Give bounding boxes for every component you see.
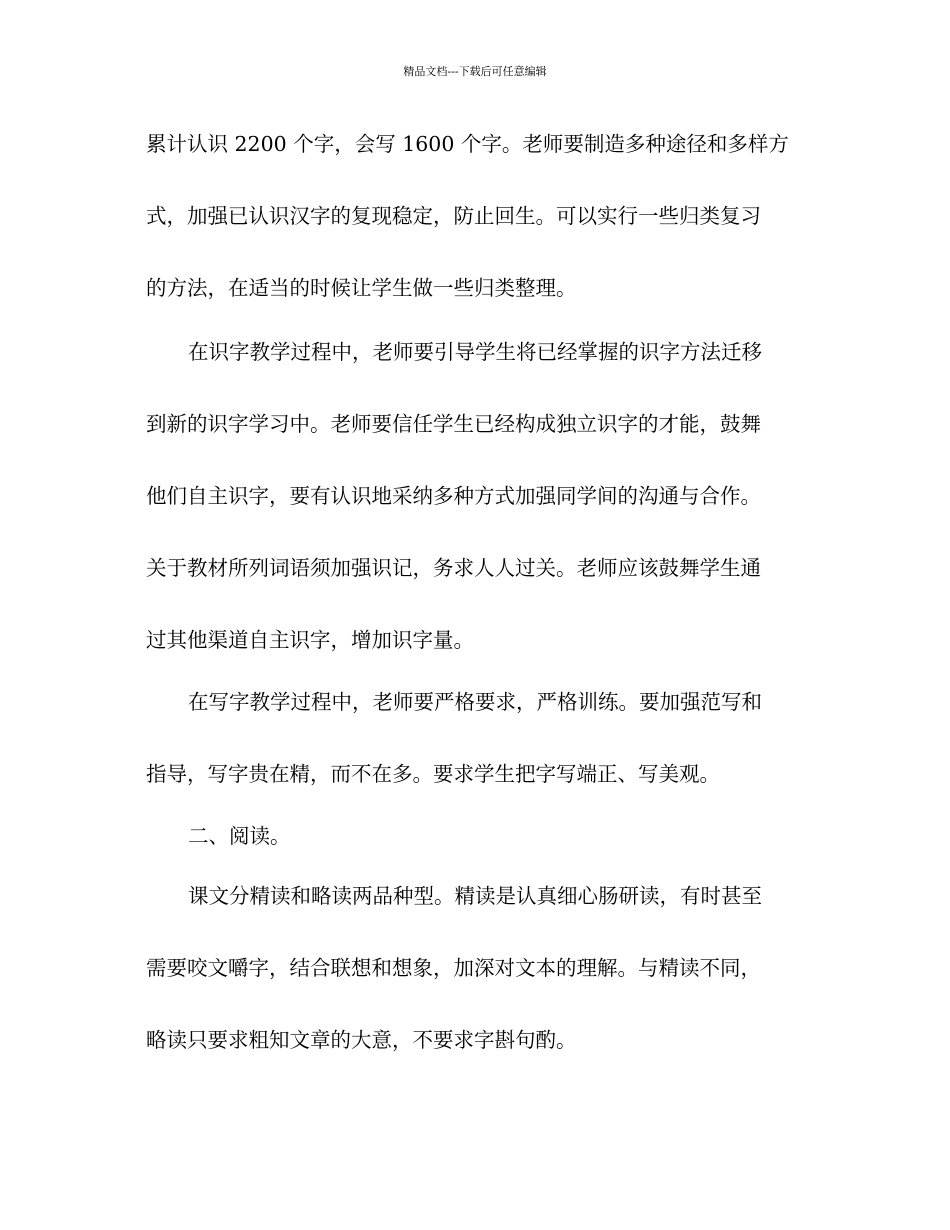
paragraph-first-line: 在写字教学过程中，老师要严格要求，严格训练。要加强范写和 <box>188 690 762 714</box>
paragraph-first-line: 在识字教学过程中，老师要引导学生将已经掌握的识字方法迁移 <box>188 340 762 364</box>
text-line: 累计认识 2200 个字，会写 1600 个字。老师要制造多种途径和多样方 <box>146 132 789 156</box>
text-line: 过其他渠道自主识字，增加识字量。 <box>146 628 474 652</box>
text-line: 需要咬文嚼字，结合联想和想象，加深对文本的理解。与精读不同， <box>146 956 761 980</box>
paragraph-first-line: 课文分精读和略读两品种型。精读是认真细心肠研读，有时甚至 <box>188 884 762 908</box>
text-line: 指导，写字贵在精，而不在多。要求学生把字写端正、写美观。 <box>146 762 720 786</box>
text-line: 他们自主识字，要有认识地采纳多种方式加强同学间的沟通与合作。 <box>146 484 761 508</box>
text-line: 的方法，在适当的时候让学生做一些归类整理。 <box>146 276 577 300</box>
text-line: 式，加强已认识汉字的复现稳定，防止回生。可以实行一些归类复习 <box>146 204 761 228</box>
text-line: 到新的识字学习中。老师要信任学生已经构成独立识字的才能，鼓舞 <box>146 412 761 436</box>
page-header: 精品文档---下载后可任意编辑 <box>403 65 547 78</box>
section-heading: 二、阅读。 <box>188 824 291 848</box>
text-line: 略读只要求粗知文章的大意，不要求字斟句酌。 <box>146 1028 577 1052</box>
text-line: 关于教材所列词语须加强识记，务求人人过关。老师应该鼓舞学生通 <box>146 556 761 580</box>
